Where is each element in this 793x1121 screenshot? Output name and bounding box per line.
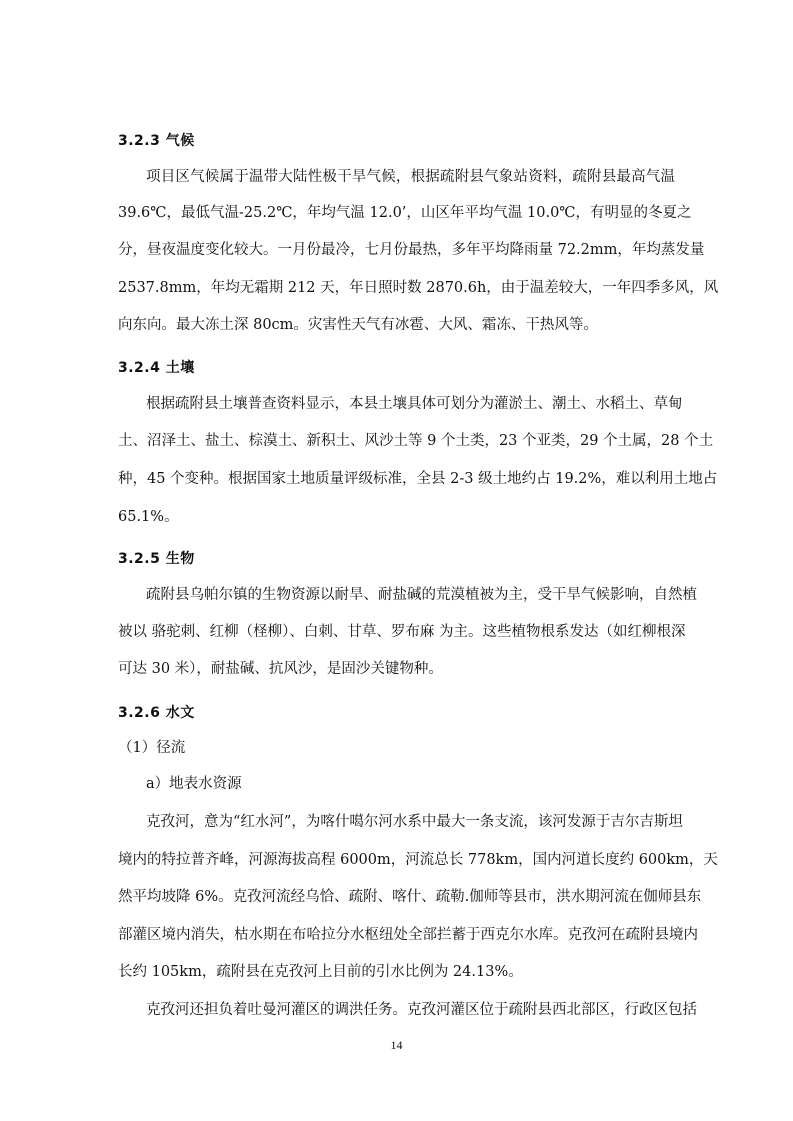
hydrology-subheading-surface-water: a）地表水资源: [146, 776, 242, 792]
biology-line-2: 被以 骆驼刺、红柳（柽柳）、白刺、甘草、罗布麻 为主。这些植物根系发达（如红柳根深: [118, 624, 686, 640]
biology-line-3: 可达 30 米），耐盐碱、抗风沙，是固沙关键物种。: [118, 661, 443, 677]
hydrology-para1-line-5: 长约 105km，疏附县在克孜河上目前的引水比例为 24.13%。: [118, 964, 523, 980]
biology-line-1: 疏附县乌帕尔镇的生物资源以耐旱、耐盐碱的荒漠植被为主，受干旱气候影响，自然植: [146, 587, 697, 603]
climate-line-5: 向东向。最大冻土深 80cm。灾害性天气有冰雹、大风、霜冻、干热风等。: [118, 317, 598, 333]
hydrology-para2-line-1: 克孜河还担负着吐曼河灌区的调洪任务。克孜河灌区位于疏附县西北部区，行政区包括: [146, 1002, 697, 1018]
hydrology-para1-line-4: 部灌区境内消失，枯水期在布哈拉分水枢纽处全部拦蓄于西克尔水库。克孜河在疏附县境内: [118, 927, 698, 943]
section-heading-hydrology: 3.2.6 水文: [118, 705, 195, 721]
page-number: 14: [390, 1038, 403, 1052]
section-heading-soil: 3.2.4 土壤: [118, 360, 195, 376]
soil-line-2: 土、沼泽土、盐土、棕漠土、新积土、风沙土等 9 个土类，23 个亚类，29 个土属，28 个土: [118, 433, 714, 449]
climate-line-2: 39.6℃，最低气温-25.2℃，年均气温 12.0’，山区年平均气温 10.0℃，有明显的冬夏之: [118, 205, 692, 221]
section-heading-biology: 3.2.5 生物: [118, 551, 195, 567]
hydrology-para1-line-3: 然平均坡降 6%。克孜河流经乌恰、疏附、喀什、疏勒.伽师等县市，洪水期河流在伽师县东: [118, 889, 702, 905]
hydrology-para1-line-2: 境内的特拉普齐峰，河源海拔高程 6000m，河流总长 778km，国内河道长度约 600km，天: [118, 852, 718, 868]
hydrology-subheading-runoff: （1）径流: [118, 740, 186, 756]
soil-line-4: 65.1%。: [118, 509, 179, 525]
climate-line-3: 分，昼夜温度变化较大。一月份最冷，七月份最热，多年平均降雨量 72.2mm，年均蒸发量: [118, 242, 705, 258]
soil-line-1: 根据疏附县土壤普查资料显示，本县土壤具体可划分为灌淤土、潮土、水稻土、草甸: [146, 396, 683, 412]
climate-line-4: 2537.8mm，年均无霜期 212 天，年日照时数 2870.6h，由于温差较大，一年四季多风，风: [118, 280, 719, 296]
hydrology-para1-line-1: 克孜河，意为“红水河”，为喀什噶尔河水系中最大一条支流，该河发源于吉尔吉斯坦: [146, 814, 683, 830]
soil-line-3: 种，45 个变种。根据国家土地质量评级标准，全县 2-3 级土地约占 19.2%，难以利用土地占: [118, 471, 718, 487]
section-heading-climate: 3.2.3 气候: [118, 133, 195, 149]
climate-line-1: 项目区气候属于温带大陆性极干旱气候，根据疏附县气象站资料，疏附县最高气温: [146, 169, 675, 185]
